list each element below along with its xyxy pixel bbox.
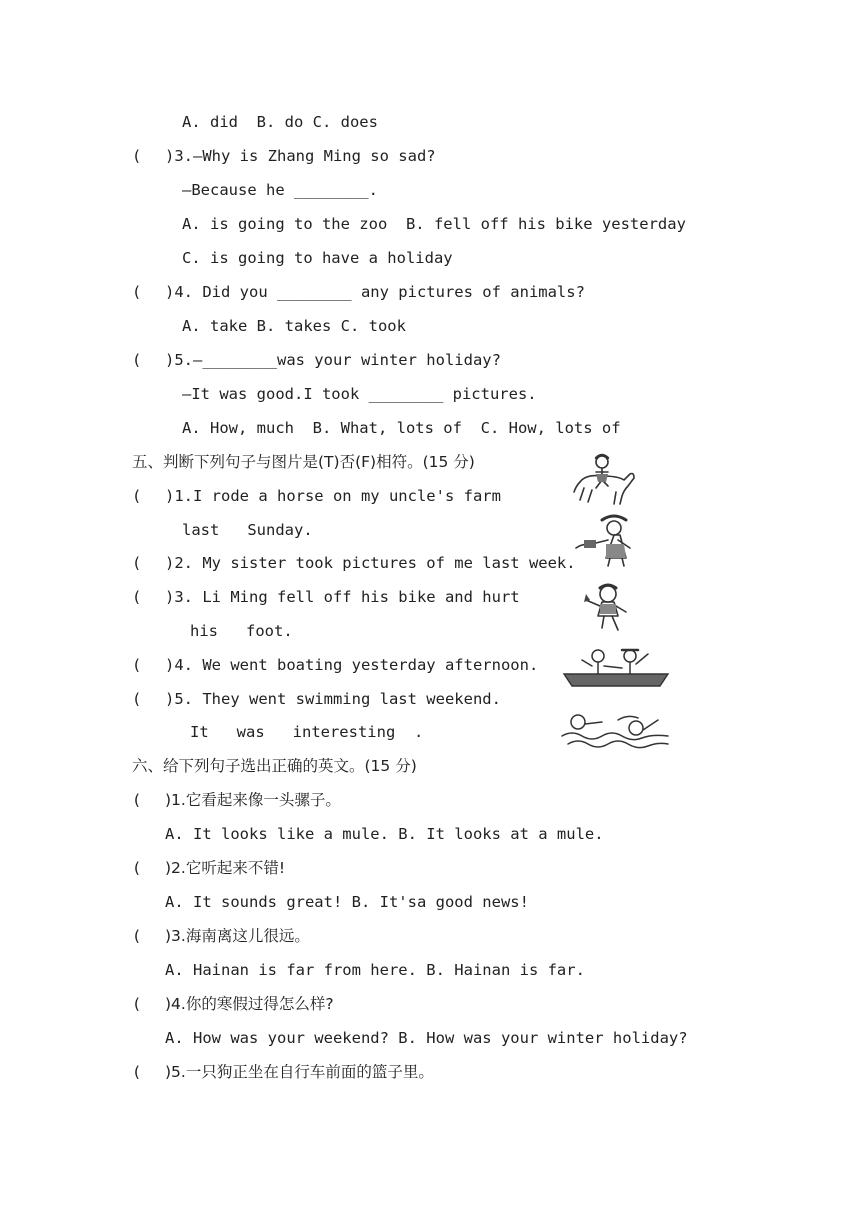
answer-bracket: ( (132, 927, 142, 945)
q4-question: )4. Did you ________ any pictures of animals? (165, 283, 585, 301)
s6-q3: )3.海南离这儿很远。 (165, 927, 310, 945)
answer-bracket: ( (132, 147, 142, 165)
q3-options-ab: A. is going to the zoo B. fell off his bike yesterday (182, 215, 686, 233)
boating-picture (562, 646, 670, 688)
answer-bracket: ( (132, 859, 142, 877)
swimming-picture (558, 708, 672, 750)
s6-q4: )4.你的寒假过得怎么样? (165, 995, 334, 1013)
answer-bracket: ( (132, 351, 142, 369)
answer-bracket: ( (132, 656, 142, 674)
s5-q1-line1: )1.I rode a horse on my uncle's farm (165, 487, 501, 505)
s6-q1: )1.它看起来像一头骡子。 (165, 791, 341, 809)
s6-q2-options: A. It sounds great! B. It'sa good news! (165, 893, 529, 911)
horse-riding-picture (566, 452, 640, 508)
answer-bracket: ( (132, 588, 142, 606)
boy-hurt-foot-picture (578, 582, 634, 634)
q5-question: )5.—________was your winter holiday? (165, 351, 501, 369)
s6-q5: )5.一只狗正坐在自行车前面的篮子里。 (165, 1063, 434, 1081)
q3-question: )3.—Why is Zhang Ming so sad? (165, 147, 436, 165)
answer-bracket: ( (132, 487, 142, 505)
s5-q1-line2: last Sunday. (182, 521, 313, 539)
s5-q4: )4. We went boating yesterday afternoon. (165, 656, 539, 674)
q5-answer: —It was good.I took ________ pictures. (182, 385, 537, 403)
q3-option-c: C. is going to have a holiday (182, 249, 453, 267)
answer-bracket: ( (132, 995, 142, 1013)
answer-bracket: ( (132, 554, 142, 572)
s5-q5-line1: )5. They went swimming last weekend. (165, 690, 501, 708)
q2-options: A. did B. do C. does (182, 113, 378, 131)
q4-options: A. take B. takes C. took (182, 317, 406, 335)
s6-q2: )2.它听起来不错! (165, 859, 286, 877)
s6-q3-options: A. Hainan is far from here. B. Hainan is far. (165, 961, 585, 979)
answer-bracket: ( (132, 283, 142, 301)
q5-options: A. How, much B. What, lots of C. How, lots of (182, 419, 621, 437)
answer-bracket: ( (132, 791, 142, 809)
girl-taking-picture (570, 514, 646, 568)
s5-q3-line2: his foot. (190, 622, 293, 640)
answer-bracket: ( (132, 1063, 142, 1081)
s6-q1-options: A. It looks like a mule. B. It looks at a mule. (165, 825, 604, 843)
section-5-heading: 五、判断下列句子与图片是(T)否(F)相符。(15 分) (132, 453, 475, 471)
s5-q5-line2: It was interesting . (190, 723, 424, 741)
section-6-heading: 六、给下列句子选出正确的英文。(15 分) (132, 757, 417, 775)
s5-q2: )2. My sister took pictures of me last week. (165, 554, 576, 572)
s5-q3-line1: )3. Li Ming fell off his bike and hurt (165, 588, 520, 606)
q3-answer: —Because he ________. (182, 181, 378, 199)
s6-q4-options: A. How was your weekend? B. How was your winter holiday? (165, 1029, 688, 1047)
answer-bracket: ( (132, 690, 142, 708)
